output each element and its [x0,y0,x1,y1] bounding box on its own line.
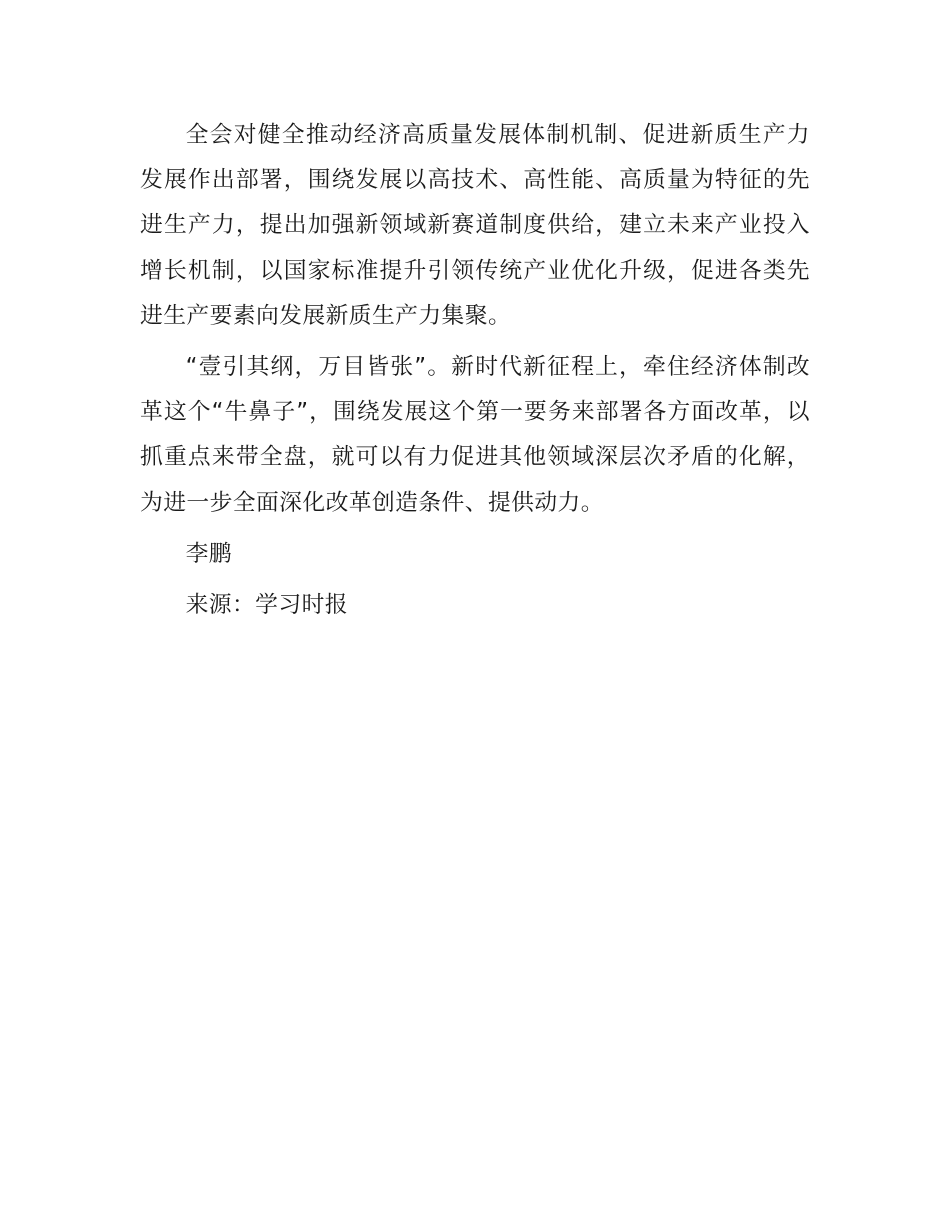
author-line: 李鹏 [185,540,232,567]
source-line: 来源：学习时报 [185,592,348,619]
paragraph-2: “壹引其纲，万目皆张”。新时代新征程上，牵住经济体制改革这个“牛鼻子”，围绕发展这个第一要务来部署各方面改革，以抓重点来带全盘，就可以有力促进其他领域深层次矛盾的化解，为进一步全面深化改革创造条件、提供动力。 [140,354,810,516]
document-body [140,113,810,634]
paragraph-1: 全会对健全推动经济高质量发展体制机制、促进新质生产力发展作出部署，围绕发展以高技术、高性能、高质量为特征的先进生产力，提出加强新领域新赛道制度供给，建立未来产业投入增长机制，以国家标准提升引领传统产业优化升级，促进各类先进生产要素向发展新质生产力集聚。 [140,122,810,329]
